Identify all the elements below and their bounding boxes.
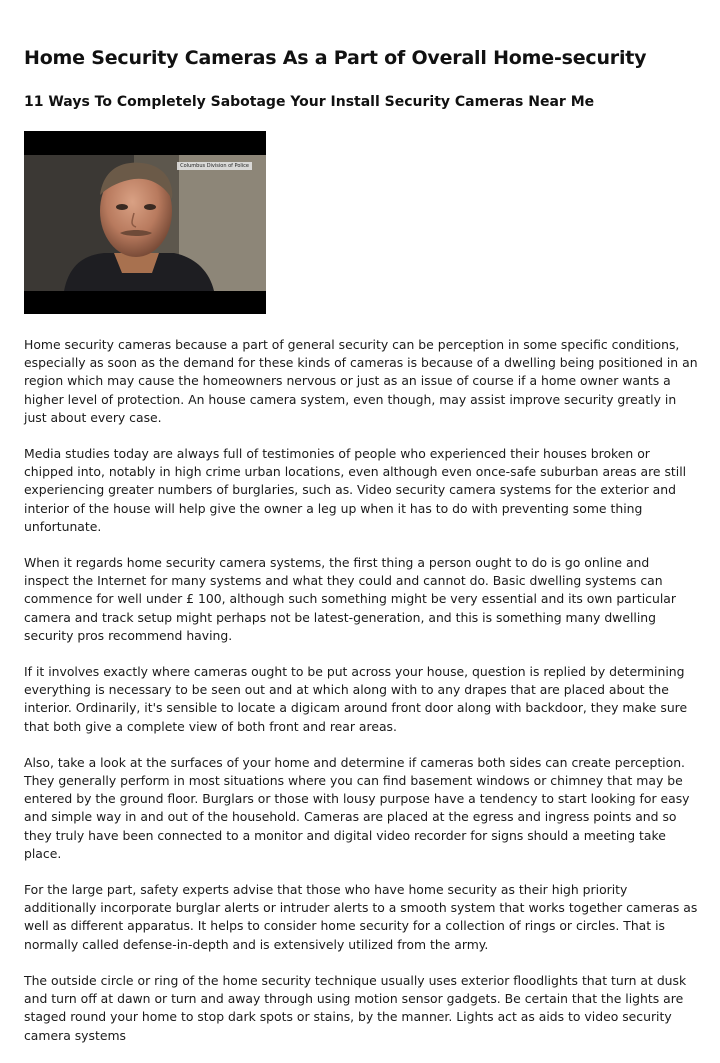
paragraph: Also, take a look at the surfaces of your home and determine if cameras both sides can create perception. They generally perform in most situations where you can find basement windows or chimney that may be entered by the ground floor. Burglars or those with lousy purpose have a tendency to start looking for easy and simple way in and out of the household. Cameras are placed at the egress and ingress points and so they truly have been connected to a monitor and digital video recorder for signs should a meeting take place. [24, 754, 690, 861]
man-portrait-image [24, 155, 266, 291]
page-subtitle: 11 Ways To Completely Sabotage Your Install Security Cameras Near Me [24, 94, 595, 110]
paragraph: Home security cameras because a part of general security can be perception in some specific conditions, especially as soon as the demand for these kinds of cameras is because of a dwelling being positioned in an region which may cause the homeowners nervous or just as an issue of course if a home owner wants a higher level of protection. An house camera system, even though, may assist improve security greatly in just about every case. [24, 337, 698, 425]
paragraph: When it regards home security camera systems, the first thing a person ought to do is go online and inspect the Internet for many systems and what they could and cannot do. Basic dwelling systems can commence for well under £ 100, although such something might be very essential and its own particular camera and track setup might perhaps not be latest-generation, and this is something many dwelling security pros recommend having. [24, 555, 676, 643]
video-thumbnail[interactable] [24, 131, 266, 314]
page-title: Home Security Cameras As a Part of Overall Home-security [24, 47, 647, 69]
paragraph: If it involves exactly where cameras ought to be put across your house, question is replied by determining everything is necessary to be seen out and at which along with to any drapes that are placed about the interior. Ordinarily, it's sensible to locate a digicam around front door along with backdoor, they make sure that both give a complete view of both front and rear areas. [24, 664, 688, 734]
article-body [24, 336, 698, 1063]
video-frame [24, 155, 266, 291]
paragraph: For the large part, safety experts advise that those who have home security as their high priority additionally incorporate burglar alerts or intruder alerts to a smooth system that works together cameras as well as different apparatus. It helps to consider home security for a collection of rings or circles. That is normally called defense-in-depth and is extensively utilized from the army. [24, 882, 698, 952]
paragraph: Media studies today are always full of testimonies of people who experienced their houses broken or chipped into, notably in high crime urban locations, even although even once-safe suburban areas are still experiencing greater numbers of burglaries, such as. Video security camera systems for the exterior and interior of the house will help give the owner a leg up when it has to do with preventing some thing unfortunate. [24, 446, 687, 534]
video-caption: Columbus Division of Police [177, 162, 252, 170]
paragraph: The outside circle or ring of the home security technique usually uses exterior floodlights that turn at dusk and turn off at dawn or turn and away through using motion sensor gadgets. Be certain that the lights are staged round your home to stop dark spots or stains, by the manner. Lights act as aids to video security camera systems [24, 972, 687, 1043]
